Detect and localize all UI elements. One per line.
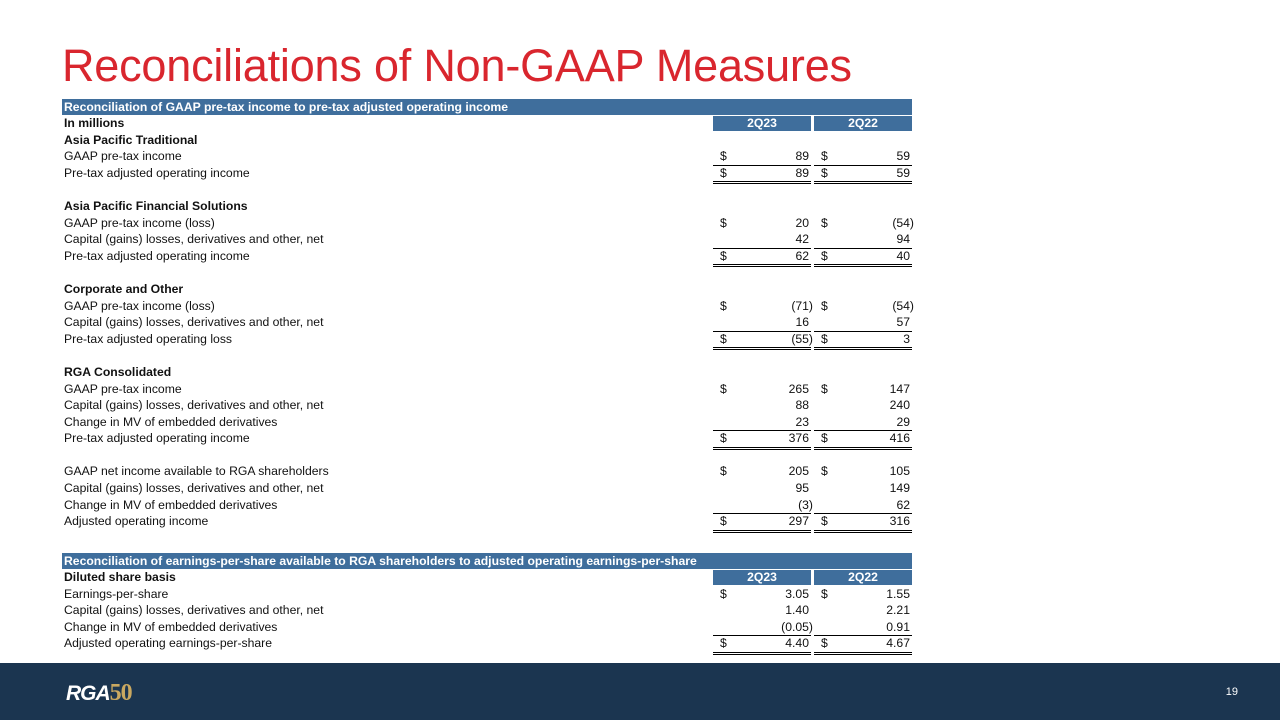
table-header-bar [62, 553, 912, 569]
cell-2q23 [713, 586, 811, 603]
row-label: Capital (gains) losses, derivatives and other, net [64, 481, 324, 496]
column-header-2q22: 2Q22 [814, 116, 912, 131]
cell-2q22 [814, 513, 912, 533]
cell-2q22 [814, 414, 912, 432]
currency-symbol: $ [720, 381, 727, 396]
cell-2q22 [814, 497, 912, 515]
cell-2q23 [713, 215, 811, 232]
cell-value: 1.55 [886, 586, 910, 601]
cell-value: 149 [889, 481, 910, 496]
currency-symbol: $ [821, 248, 828, 263]
cell-value: (54) [892, 298, 914, 313]
table-row [62, 298, 912, 315]
table-row [62, 586, 912, 603]
table-row [62, 619, 912, 636]
currency-symbol: $ [821, 165, 828, 180]
currency-symbol: $ [720, 248, 727, 263]
currency-symbol: $ [821, 149, 828, 164]
cell-2q22 [814, 619, 912, 637]
cell-value: 416 [889, 431, 910, 446]
table-header-bar [62, 99, 912, 115]
currency-symbol: $ [720, 331, 727, 346]
row-label: Capital (gains) losses, derivatives and other, net [64, 398, 324, 413]
spacer-row [62, 447, 912, 464]
cell-value: 16 [795, 315, 809, 330]
cell-2q23 [713, 497, 811, 515]
units-label: In millions [64, 116, 125, 130]
section-heading-row [62, 364, 912, 381]
table-row [62, 314, 912, 331]
cell-value: 59 [896, 165, 910, 180]
table-row [62, 248, 912, 265]
eps-reconciliation-table [62, 553, 912, 652]
cell-2q23 [713, 231, 811, 249]
cell-2q23 [713, 381, 811, 398]
cell-2q22 [814, 148, 912, 166]
column-header-2q22: 2Q22 [814, 570, 912, 585]
row-label: Earnings-per-share [64, 586, 169, 601]
cell-value: 89 [795, 149, 809, 164]
currency-symbol: $ [720, 464, 727, 479]
cell-2q22 [814, 463, 912, 480]
cell-2q22 [814, 602, 912, 619]
cell-value: 4.40 [785, 636, 809, 651]
cell-value: 57 [896, 315, 910, 330]
cell-value: 297 [788, 514, 809, 529]
currency-symbol: $ [821, 298, 828, 313]
row-label: Pre-tax adjusted operating income [64, 248, 250, 263]
cell-value: 88 [795, 398, 809, 413]
cell-2q22 [814, 314, 912, 332]
table-row [62, 602, 912, 619]
cell-value: (71) [791, 298, 813, 313]
table-row [62, 430, 912, 447]
pretax-reconciliation-table [62, 99, 912, 530]
column-header-row [62, 569, 912, 586]
table-header-text: Reconciliation of GAAP pre-tax income to pre-tax adjusted operating income [64, 100, 509, 114]
cell-value: 105 [889, 464, 910, 479]
basis-label: Diluted share basis [64, 570, 176, 584]
table-body [62, 132, 912, 530]
cell-2q23 [713, 635, 811, 655]
page-number: 19 [1225, 686, 1238, 698]
currency-symbol: $ [821, 431, 828, 446]
row-label: GAAP pre-tax income (loss) [64, 298, 215, 313]
cell-2q22 [814, 480, 912, 497]
table-row [62, 414, 912, 431]
cell-2q22 [814, 397, 912, 414]
table-row [62, 231, 912, 248]
logo-anniversary-number: 50 [109, 680, 132, 706]
cell-value: 0.91 [886, 619, 910, 634]
currency-symbol: $ [720, 586, 727, 601]
table-row [62, 480, 912, 497]
cell-value: (55) [791, 331, 813, 346]
cell-value: 3.05 [785, 586, 809, 601]
table-row [62, 463, 912, 480]
currency-symbol: $ [821, 586, 828, 601]
logo-text: RGA [66, 682, 110, 705]
cell-value: 62 [896, 497, 910, 512]
section-heading-row [62, 281, 912, 298]
footer-bar [0, 663, 1280, 720]
row-label: Adjusted operating earnings-per-share [64, 636, 272, 651]
rga-50-logo [66, 680, 132, 706]
cell-2q22 [814, 298, 912, 315]
currency-symbol: $ [821, 215, 828, 230]
row-label: GAAP net income available to RGA shareholders [64, 464, 329, 479]
cell-value: 2.21 [886, 603, 910, 618]
currency-symbol: $ [720, 431, 727, 446]
spacer-row [62, 181, 912, 198]
row-label: Capital (gains) losses, derivatives and other, net [64, 232, 324, 247]
section-heading-row [62, 198, 912, 215]
spacer-row [62, 264, 912, 281]
currency-symbol: $ [720, 298, 727, 313]
column-header-2q23: 2Q23 [713, 116, 811, 131]
section-heading: Asia Pacific Traditional [64, 132, 198, 147]
currency-symbol: $ [821, 331, 828, 346]
cell-value: 3 [903, 331, 910, 346]
cell-2q23 [713, 619, 811, 637]
currency-symbol: $ [821, 381, 828, 396]
cell-2q22 [814, 231, 912, 249]
cell-2q22 [814, 381, 912, 398]
cell-2q22 [814, 635, 912, 655]
table-row [62, 497, 912, 514]
table-row [62, 635, 912, 652]
cell-2q23 [713, 148, 811, 166]
cell-value: 59 [896, 149, 910, 164]
table-body [62, 586, 912, 652]
table-row [62, 148, 912, 165]
table-row [62, 165, 912, 182]
cell-2q23 [713, 298, 811, 315]
row-label: Capital (gains) losses, derivatives and other, net [64, 603, 324, 618]
row-label: Pre-tax adjusted operating income [64, 431, 250, 446]
cell-value: (3) [798, 497, 813, 512]
cell-value: (54) [892, 215, 914, 230]
row-label: GAAP pre-tax income [64, 381, 182, 396]
cell-2q22 [814, 586, 912, 603]
section-heading: RGA Consolidated [64, 364, 172, 379]
currency-symbol: $ [821, 514, 828, 529]
cell-2q23 [713, 480, 811, 497]
currency-symbol: $ [720, 636, 727, 651]
column-header-2q23: 2Q23 [713, 570, 811, 585]
cell-2q23 [713, 602, 811, 619]
row-label: GAAP pre-tax income [64, 149, 182, 164]
table-row [62, 331, 912, 348]
row-label: Adjusted operating income [64, 514, 209, 529]
cell-2q23 [713, 463, 811, 480]
column-header-row [62, 115, 912, 132]
cell-value: 316 [889, 514, 910, 529]
currency-symbol: $ [720, 514, 727, 529]
cell-value: 240 [889, 398, 910, 413]
currency-symbol: $ [821, 636, 828, 651]
cell-value: 20 [795, 215, 809, 230]
cell-value: 29 [896, 414, 910, 429]
row-label: Change in MV of embedded derivatives [64, 619, 278, 634]
table-row [62, 397, 912, 414]
cell-value: 23 [795, 414, 809, 429]
section-heading: Corporate and Other [64, 281, 184, 296]
cell-value: 205 [788, 464, 809, 479]
cell-value: 4.67 [886, 636, 910, 651]
currency-symbol: $ [821, 464, 828, 479]
table-row [62, 513, 912, 530]
currency-symbol: $ [720, 215, 727, 230]
row-label: Capital (gains) losses, derivatives and other, net [64, 315, 324, 330]
spacer-row [62, 347, 912, 364]
cell-value: 62 [795, 248, 809, 263]
table-row [62, 381, 912, 398]
cell-value: 94 [896, 232, 910, 247]
cell-value: 1.40 [785, 603, 809, 618]
row-label: Change in MV of embedded derivatives [64, 414, 278, 429]
section-heading: Asia Pacific Financial Solutions [64, 198, 248, 213]
table-row [62, 215, 912, 232]
table-header-text: Reconciliation of earnings-per-share available to RGA shareholders to adjusted operating earnings-per-share [64, 554, 697, 568]
slide-title: Reconciliations of Non-GAAP Measures [62, 40, 852, 91]
cell-2q23 [713, 414, 811, 432]
cell-value: 89 [795, 165, 809, 180]
currency-symbol: $ [720, 149, 727, 164]
row-label: GAAP pre-tax income (loss) [64, 215, 215, 230]
cell-2q22 [814, 215, 912, 232]
currency-symbol: $ [720, 165, 727, 180]
cell-2q23 [713, 397, 811, 414]
cell-2q23 [713, 513, 811, 533]
cell-value: 265 [788, 381, 809, 396]
row-label: Pre-tax adjusted operating loss [64, 331, 233, 346]
section-heading-row [62, 132, 912, 149]
cell-value: 40 [896, 248, 910, 263]
cell-value: 376 [788, 431, 809, 446]
cell-value: 95 [795, 481, 809, 496]
row-label: Change in MV of embedded derivatives [64, 497, 278, 512]
cell-value: (0.05) [781, 619, 813, 634]
cell-value: 147 [889, 381, 910, 396]
row-label: Pre-tax adjusted operating income [64, 165, 250, 180]
cell-2q23 [713, 314, 811, 332]
cell-value: 42 [795, 232, 809, 247]
